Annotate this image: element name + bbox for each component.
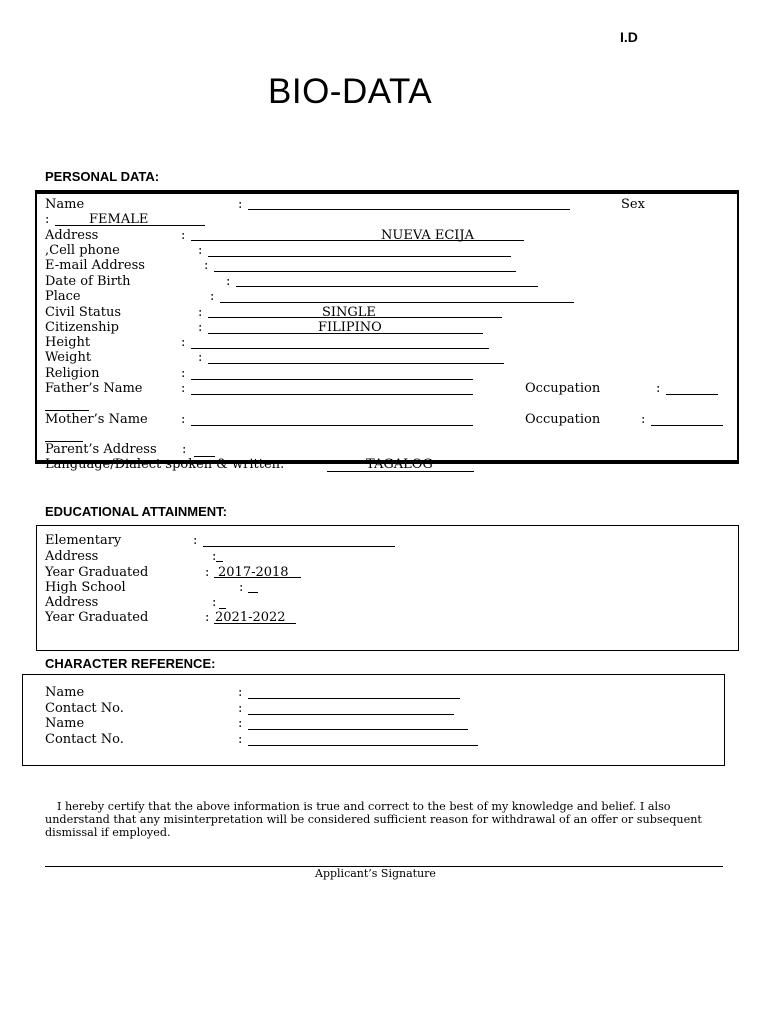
- elem-address-label: Address: [45, 549, 99, 564]
- ref1-contact-label: Contact No.: [45, 701, 124, 716]
- language-value: TAGALOG: [366, 457, 433, 472]
- ref2-contact-label: Contact No.: [45, 732, 124, 747]
- parent-address-label: Parent’s Address: [45, 442, 157, 457]
- cellphone-colon: :: [198, 243, 203, 258]
- email-field[interactable]: [214, 271, 516, 272]
- dob-label: Date of Birth: [45, 274, 131, 289]
- address-label: Address: [45, 228, 99, 243]
- father-occupation-field[interactable]: [666, 394, 718, 395]
- father-name-field[interactable]: [191, 394, 473, 395]
- religion-field[interactable]: [191, 379, 473, 380]
- height-label: Height: [45, 335, 91, 350]
- weight-colon: :: [198, 350, 203, 365]
- name-field[interactable]: [248, 209, 570, 210]
- height-colon: :: [181, 335, 186, 350]
- reference-box: [22, 674, 725, 766]
- citizenship-label: Citizenship: [45, 320, 119, 335]
- civil-status-label: Civil Status: [45, 305, 122, 320]
- civil-status-value: SINGLE: [322, 305, 376, 320]
- cellphone-label: ,Cell phone: [45, 243, 120, 258]
- elementary-colon: :: [193, 533, 198, 548]
- education-heading: EDUCATIONAL ATTAINMENT:: [45, 504, 227, 519]
- high-address-label: Address: [45, 595, 99, 610]
- name-label: Name: [45, 197, 85, 212]
- citizenship-value: FILIPINO: [318, 320, 382, 335]
- ref1-contact-colon: :: [238, 701, 243, 716]
- reference-heading: CHARACTER REFERENCE:: [45, 656, 216, 671]
- personal-data-heading: PERSONAL DATA:: [45, 169, 160, 184]
- elem-address-field[interactable]: [216, 561, 223, 562]
- high-school-field[interactable]: [248, 592, 258, 593]
- place-label: Place: [45, 289, 81, 304]
- weight-label: Weight: [45, 350, 92, 365]
- ref1-contact-field[interactable]: [248, 714, 454, 715]
- citizenship-colon: :: [198, 320, 203, 335]
- email-label: E-mail Address: [45, 258, 145, 273]
- height-field[interactable]: [191, 348, 489, 349]
- education-box: [36, 525, 739, 651]
- mother-occupation-field[interactable]: [651, 425, 723, 426]
- place-colon: :: [210, 289, 215, 304]
- mother-name-label: Mother’s Name: [45, 412, 148, 427]
- ref1-name-colon: :: [238, 685, 243, 700]
- high-address-colon: :: [212, 595, 217, 610]
- page-title: BIO-DATA: [268, 72, 433, 111]
- mother-occupation-label: Occupation: [525, 412, 601, 427]
- father-occupation-field-cont[interactable]: [45, 410, 89, 411]
- ref1-name-field[interactable]: [248, 698, 460, 699]
- elem-address-colon: :: [212, 549, 217, 564]
- weight-field[interactable]: [208, 363, 504, 364]
- mother-name-colon: :: [181, 412, 186, 427]
- elementary-field[interactable]: [203, 546, 395, 547]
- parent-address-colon: :: [182, 442, 187, 457]
- high-year-value: 2021-2022: [215, 610, 286, 625]
- ref2-name-colon: :: [238, 716, 243, 731]
- email-colon: :: [204, 258, 209, 273]
- high-school-colon: :: [239, 580, 244, 595]
- certification-text: I hereby certify that the above information is true and correct to the best of my knowledge and belief. I also understand that any misinterpretation will be considered sufficient reason for withdrawal of an offer or subsequent dismissal if employed.: [45, 800, 702, 839]
- address-colon: :: [181, 228, 186, 243]
- name-colon: :: [238, 197, 243, 212]
- elem-year-colon: :: [205, 565, 210, 580]
- place-field[interactable]: [220, 302, 574, 303]
- address-value: NUEVA ECIJA: [381, 228, 475, 243]
- father-occupation-colon: :: [656, 381, 661, 396]
- address-field[interactable]: [191, 240, 524, 241]
- sex-colon: :: [45, 212, 50, 227]
- signature-label: Applicant’s Signature: [315, 867, 436, 880]
- dob-colon: :: [226, 274, 231, 289]
- sex-value: FEMALE: [89, 212, 149, 227]
- language-label: Language/Dialect spoken & written:: [45, 457, 285, 472]
- elem-year-value: 2017-2018: [218, 565, 289, 580]
- high-address-field[interactable]: [219, 608, 226, 609]
- dob-field[interactable]: [236, 286, 538, 287]
- father-name-label: Father’s Name: [45, 381, 143, 396]
- high-year-colon: :: [205, 610, 210, 625]
- elementary-label: Elementary: [45, 533, 122, 548]
- id-label: I.D: [620, 29, 638, 45]
- ref2-name-field[interactable]: [248, 729, 468, 730]
- mother-occupation-colon: :: [641, 412, 646, 427]
- father-name-colon: :: [181, 381, 186, 396]
- religion-label: Religion: [45, 366, 100, 381]
- father-occupation-label: Occupation: [525, 381, 601, 396]
- elem-year-label: Year Graduated: [45, 565, 149, 580]
- ref1-name-label: Name: [45, 685, 85, 700]
- religion-colon: :: [181, 366, 186, 381]
- ref2-name-label: Name: [45, 716, 85, 731]
- high-school-label: High School: [45, 580, 126, 595]
- civil-status-colon: :: [198, 305, 203, 320]
- sex-label: Sex: [621, 197, 645, 212]
- high-year-label: Year Graduated: [45, 610, 149, 625]
- ref2-contact-colon: :: [238, 732, 243, 747]
- mother-name-field[interactable]: [191, 425, 473, 426]
- cellphone-field[interactable]: [208, 256, 511, 257]
- ref2-contact-field[interactable]: [248, 745, 478, 746]
